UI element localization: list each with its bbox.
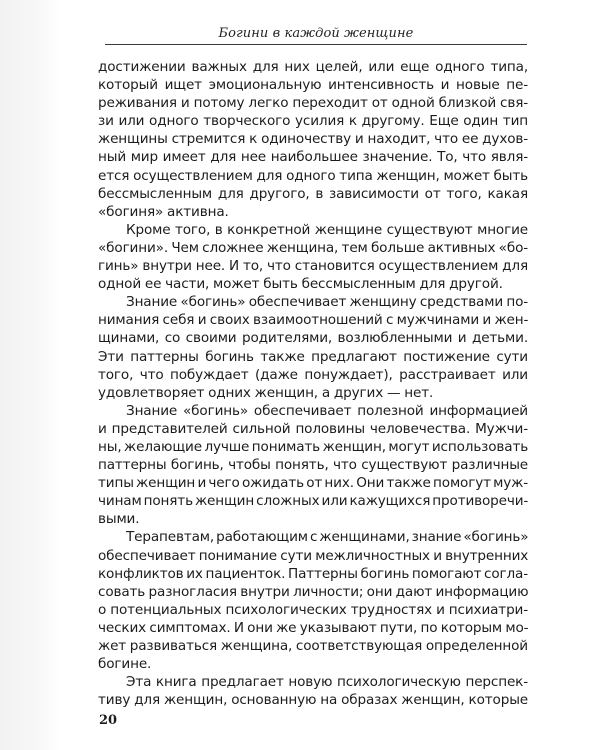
text-line: совать разногласия внутри личности; они дают информацию <box>98 583 529 600</box>
text-line: Знание «богинь» обеспечивает женщину средствами по- <box>126 294 528 311</box>
text-line: обеспечивает понимание сути межличностных и внутренних <box>98 547 529 564</box>
page-number: 20 <box>99 713 118 728</box>
text-line: ный мир имеет для нее наибольшее значение. То, что явля- <box>98 149 528 166</box>
text-line: одной ее части, может быть бессмысленным для другой. <box>98 276 503 293</box>
text-line: «богини». Чем сложнее женщина, тем больше активных «бо- <box>98 239 528 256</box>
text-line: который ищет эмоциональную интенсивность и новые пе- <box>98 77 528 94</box>
text-line: выми. <box>98 511 140 528</box>
text-line: Знание «богинь» обеспечивает полезной информацией <box>126 402 528 419</box>
scan-margin-shadow <box>0 0 60 750</box>
text-line: удовлетворяет одних женщин, а других — нет. <box>98 384 434 401</box>
text-line: жет развиваться женщина, соответствующая определенной <box>98 638 528 654</box>
text-line: чинам понять женщин сложных или кажущихся противоречи- <box>98 493 529 510</box>
text-line: реживания и потому легко переходит от одной близкой свя- <box>98 95 528 112</box>
header-rule <box>105 44 527 45</box>
text-line: богине. <box>98 656 152 673</box>
text-line: ется осуществлением для одного типа женщин, может быть <box>98 167 528 184</box>
text-line: зи или одного творческого усилия к другому. Еще один тип <box>98 113 528 130</box>
text-line: женщины стремится к одиночеству и находит, что ее духов- <box>98 131 528 148</box>
text-line: достижении важных для них целей, или еще одного типа, <box>98 59 528 75</box>
text-line: Эти паттерны богинь также предлагают постижение сути <box>98 348 528 365</box>
text-line: «богиня» активна. <box>98 203 229 220</box>
text-line: Кроме того, в конкретной женщине существуют многие <box>126 221 528 238</box>
text-line: о потенциальных психологических трудностях и психиатри- <box>98 601 528 618</box>
running-head: Богини в каждой женщине <box>218 26 414 41</box>
text-line: гинь» внутри нее. И то, что становится осуществлением для <box>98 258 528 275</box>
text-line: ны, желающие лучше понимать женщин, могут использовать <box>98 438 529 455</box>
text-line: конфликтов их пациенток. Паттерны богинь помогают согла- <box>98 565 528 582</box>
text-line: нимания себя и своих взаимоотношений с мужчинами и жен- <box>98 312 529 329</box>
text-line: типы женщин и чего ожидать от них. Они также помогут муж- <box>98 475 528 492</box>
text-line: бессмысленным для другого, в зависимости от того, какая <box>98 185 528 202</box>
text-line: того, что побуждает (даже понуждает), расстраивает или <box>98 366 528 383</box>
text-line: и представителей сильной половины человечества. Мужчи- <box>98 420 528 437</box>
text-line: паттерны богинь, чтобы понять, что существуют различные <box>98 457 528 474</box>
text-line: ческих симптомах. И они же указывают пути, по которым мо- <box>98 619 529 636</box>
text-line: Терапевтам, работающим с женщинами, знание «богинь» <box>126 529 529 546</box>
text-line: тиву для женщин, основанную на образах женщин, которые <box>98 692 528 709</box>
text-line: Эта книга предлагает новую психологическую перспек- <box>126 674 528 691</box>
body-text <box>98 58 528 709</box>
text-line: щинами, со своими родителями, возлюбленными и детьми. <box>98 330 528 347</box>
